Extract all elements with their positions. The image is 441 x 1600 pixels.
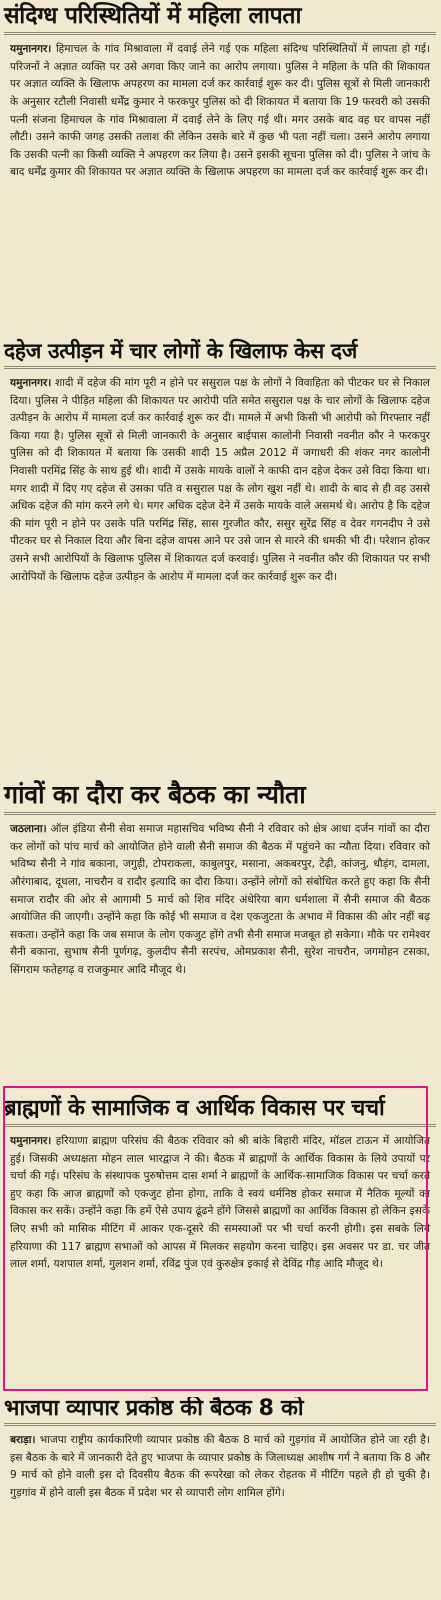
dateline: यमुनानगर। bbox=[10, 377, 52, 390]
article-body bbox=[4, 1127, 436, 1274]
article-text: शादी में दहेज की मांग पूरी न होने पर ससुराल पक्ष के लोगों ने विवाहिता को पीटकर घर से निकाल दिया। पुलिस ने पीड़ित महिला की शिकायत पर आरोपी पति समेत ससुराल पक्ष के चार लोगों के खिलाफ दहेज उत्पीड़न के आरोप में मामला दर्ज कर कार्रवाई शुरू कर दी। मामले में अभी किसी भी आरोपी को गिरफ्तार नहीं किया गया है। पुलिस सूत्रों से मिली जानकारी के अनुसार बाईपास कालोनी निवासी नवनीत कौर ने फरकपुर पुलिस को दी शिकायत में बताया कि उसकी शादी 15 अप्रैल 2012 में जगाधरी की शंकर नगर कालोनी निवासी परमिंद्र सिंह के साथ हुई थी। शादी में उसके मायके वालों ने काफी दान दहेज देकर उसे विदा किया था। मगर शादी में दिए गए दहेज से उसका पति व ससुराल पक्ष के लोग खुश नहीं थे। शादी के बाद से ही वह उससे अधिक दहेज की मांग करने लगे थे। मगर अधिक दहेज देने में उसके मायके वाले असमर्थ थे। आरोप है कि दहेज की मांग पूरी न होने पर उसके पति परमिंद्र सिंह, सास गुरजीत कौर, ससुर सुरेंद्र सिंह व देवर गगनदीप ने उसे पीटकर घर से निकाल दिया और बिना दहेज वापस आने पर उसे जान से मारने की धमकी भी दी। परेशान होकर उसने सभी आरोपियों के खिलाफ पुलिस में शिकायत दर्ज करवाई। पुलिस ने नवनीत कौर की शिकायत पर सभी आरोपियों के खिलाफ दहेज उत्पीड़न के आरोप में मामला दर्ज कर कार्रवाई शुरू कर दी। bbox=[10, 377, 430, 583]
dateline: जठलाना। bbox=[10, 823, 47, 836]
article-body bbox=[4, 35, 436, 182]
headline: भाजपा व्यापार प्रकोष्ठ की बैठक 8 को bbox=[4, 1397, 304, 1419]
article-body bbox=[4, 815, 436, 979]
dateline: यमुनानगर। bbox=[10, 43, 52, 56]
article-text: हरियाणा ब्राह्मण परिसंघ की बैठक रविवार को श्री बांके बिहारी मंदिर, मॉडल टाऊन में आयोजित हुई। जिसकी अध्यक्षता मोहन लाल भारद्वाज ने की। बैठक में ब्राह्मणों के आर्थिक विकास के लिये उपायों पर चर्चा की गई। परिसंघ के संस्थापक पुरुषोत्तम दास शर्मा ने ब्राह्मणों के आर्थिक-सामाजिक विकास पर चर्चा करते हुए कहा कि आज ब्राह्मणों को एकजुट होना होगा, ताकि वे स्वयं धर्मनिष्ठ होकर समाज में नैतिक मूल्यों का विकास कर सकें। उन्होंने कहा कि हमें ऐसे उपाय ढूंढने होंगे जिससे ब्राह्मणों का आर्थिक विकास हो लेकिन इसके लिए सभी को मासिक मीटिंग में आकर एक-दूसरे की समस्याओं पर भी चर्चा करनी होगी। इस सबके लिये हरियाणा की 117 ब्राह्मण सभाओं को आपस में मिलकर सहयोग करना चाहिए। इस अवसर पर डा. चर जीत लाल शर्मा, यशपाल शर्मा, गुलशन शर्मा, रविंद्र पुंज एवं कुरुक्षेत्र इकाई से देविंद्र गौड़ आदि मौजूद थे। bbox=[10, 1135, 430, 1271]
headline: गांवों का दौरा कर बैठक का न्यौता bbox=[4, 780, 306, 809]
headline: ब्राह्मणों के सामाजिक व आर्थिक विकास पर चर्चा bbox=[4, 1096, 385, 1121]
article-village-tour bbox=[4, 782, 436, 980]
article-dowry-case bbox=[4, 340, 436, 586]
headline: दहेज उत्पीड़न में चार लोगों के खिलाफ केस दर्ज bbox=[4, 339, 358, 363]
article-text: ऑल इंडिया सैनी सेवा समाज महासचिव भविष्य सैनी ने रविवार को क्षेत्र आधा दर्जन गांवों का दौरा कर लोगों को पांच मार्च को आयोजित होने वाली सैनी समाज की बैठक में पहुंचने का न्यौता दिया। रविवार को भविष्य सैनी ने गांव बकाना, जगुड़ी, टोपराकला, काबुलपुर, मसाना, अकबरपुर, टेढ़ी, कांजनु, धौड़ंग, दामला, औरंगाबाद, दूधला, नाचरौन व रादौर इत्यादि का दौरा किया। उन्होंने लोगों को संबोधित करते हुए कहा कि सैनी समाज रादौर की ओर से आगामी 5 मार्च को शिव मंदिर अंधेरिया बाग धर्मशाला में सैनी समाज की बैठक आयोजित की जाएगी। उन्होंने कहा कि कोई भी समाज व देश एकजुटता के अभाव में विकास की ओर नहीं बढ़ सकता। उन्होंने कहा कि जब समाज के लोग एकजुट होंगे तभी सैनी समाज मजबूत हो सकेगा। मौके पर रामेश्वर सैनी बकाना, सुभाष सैनी पूर्णगढ़, कुलदीप सैनी सरपंच, ओमप्रकाश सैनी, सुरेश नाचरौन, जगमोहन टसका, सिंगराम फतेहगढ़ व राजकुमार आदि मौजूद थे। bbox=[10, 823, 430, 976]
article-missing-woman bbox=[4, 4, 436, 182]
article-text: हिमाचल के गांव मिश्रावाला में दवाई लेने गई एक महिला संदिग्ध परिस्थितियों में लापता हो गई। परिजनों ने अज्ञात व्यक्ति पर उसे अगवा किए जाने का आरोप लगाया। पुलिस ने महिला के पति की शिकायत पर अज्ञात व्यक्ति के खिलाफ अपहरण का मामला दर्ज कर कार्रवाई शुरू कर दी। पुलिस सूत्रों से मिली जानकारी के अनुसार रटौली निवासी धर्मेंद्र कुमार ने फरकपुर पुलिस को दी शिकायत में बताया कि 19 फरवरी को उसकी पत्नी संजना हिमाचल के गांव मिश्रावाला में दवाई लेने के लिए गई थी। मगर उसके बाद वह घर वापस नहीं लौटी। उसने काफी जगह उसकी तलाश की लेकिन उसके बारे में कुछ भी पता नहीं चला। उसने आरोप लगाया कि उसकी पत्नी का किसी व्यक्ति ने अपहरण कर लिया है। उसने इसकी सूचना पुलिस को दी। पुलिस ने जांच के बाद धर्मेंद्र कुमार की शिकायत पर अज्ञात व्यक्ति के खिलाफ अपहरण का मामला दर्ज कर कार्रवाई शुरू कर दी। bbox=[10, 43, 430, 179]
article-text: भाजपा राष्ट्रीय कार्यकारिणी व्यापार प्रकोष्ठ की बैठक 8 मार्च को गुड़गांव में आयोजित होने जा रही है। इस बैठक के बारे में जानकारी देते हुए भाजपा के व्यापार प्रकोष्ठ के जिलाध्यक्ष आशीष गर्ग ने बताया कि 8 और 9 मार्च को होने वाली इस दो दिवसीय बैठक की रूपरेखा को लेकर रोहतक में मीटिंग पहले ही हो चुकी है। गुड़गांव में होने वाली इस बैठक में प्रदेश भर से व्यापारी लोग शामिल होंगे। bbox=[10, 1434, 430, 1499]
article-brahmin-development bbox=[4, 1097, 436, 1274]
dateline: बराड़ा। bbox=[10, 1434, 36, 1446]
article-body bbox=[4, 1426, 436, 1502]
article-body bbox=[4, 369, 436, 586]
article-bjp-trade-cell bbox=[4, 1397, 436, 1502]
dateline: यमुनानगर। bbox=[10, 1135, 52, 1148]
headline: संदिग्ध परिस्थितियों में महिला लापता bbox=[4, 3, 302, 29]
